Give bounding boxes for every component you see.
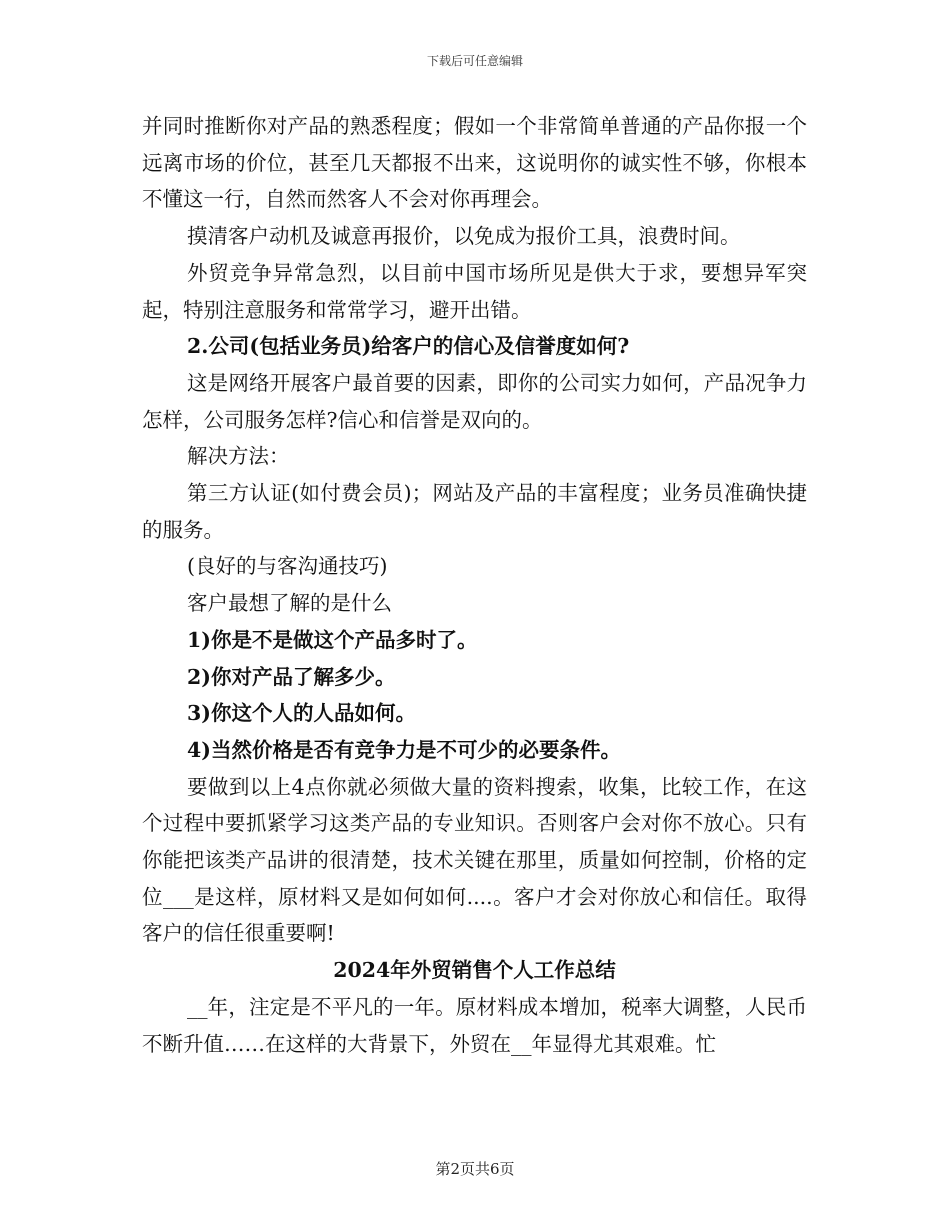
page-header: 下载后可任意编辑 (426, 54, 523, 68)
paragraph-8: (良好的与客沟通技巧) (187, 554, 388, 579)
list-item-1: 1)你是不是做这个产品多时了。 (187, 627, 478, 652)
heading-question-2: 2.公司(包括业务员)给客户的信心及信誉度如何? (187, 334, 630, 359)
paragraph-3: 外贸竞争异常急烈，以目前中国市场所见是供大于求，要想异军突起，特别注意服务和常常学习，避开出错。 (142, 260, 807, 322)
paragraph-1: 并同时推断你对产品的熟悉程度；假如一个非常简单普通的产品你报一个远离市场的价位，甚至几天都报不出来，这说明你的诚实性不够，你根本不懂这一行，自然而然客人不会对你再理会。 (142, 114, 807, 212)
list-item-2: 2)你对产品了解多少。 (187, 664, 396, 689)
list-item-4: 4)当然价格是否有竞争力是不可少的必要条件。 (187, 737, 621, 762)
page-footer: 第2页共6页 (435, 1160, 515, 1178)
paragraph-7: 第三方认证(如付费会员)；网站及产品的丰富程度；业务员准确快捷的服务。 (142, 481, 807, 542)
paragraph-5: 这是网络开展客户最首要的因素，即你的公司实力如何，产品况争力怎样，公司服务怎样?信心和信誉是双向的。 (142, 370, 807, 432)
paragraph-2: 摸清客户动机及诚意再报价，以免成为报价工具，浪费时间。 (187, 224, 741, 249)
paragraph-9: 客户最想了解的是什么 (187, 591, 392, 616)
document-body (142, 108, 807, 1062)
section-title: 2024年外贸销售个人工作总结 (333, 958, 616, 983)
paragraph-14: 要做到以上4点你就必须做大量的资料搜索，收集，比较工作，在这个过程中要抓紧学习这类产品的专业知识。否则客户会对你不放心。只有你能把该类产品讲的很清楚，技术关键在那里，质量如何控制，价格的定位___是这样，原材料又是如何如何....。客户才会对你放心和信任。取得客户的信任很重要啊! (142, 774, 807, 946)
list-item-3: 3)你这个人的人品如何。 (187, 701, 416, 726)
paragraph-6: 解决方法： (187, 444, 290, 469)
section-paragraph-1: __年，注定是不平凡的一年。原材料成本增加，税率大调整，人民币不断升值……在这样的大背景下，外贸在__年显得尤其艰难。忙 (142, 994, 807, 1056)
